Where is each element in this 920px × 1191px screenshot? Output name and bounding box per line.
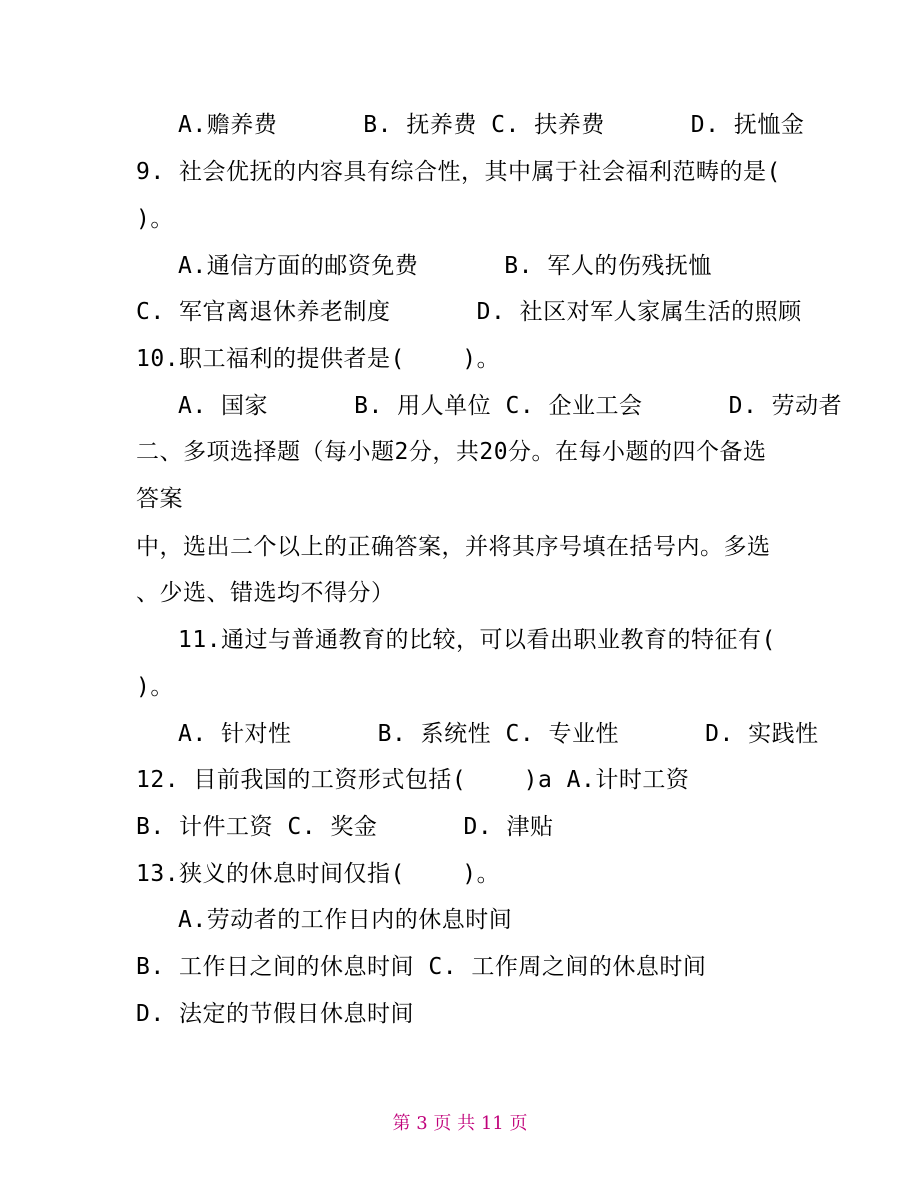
question-9-options-cd: C. 军官离退休养老制度 D. 社区对军人家属生活的照顾: [136, 299, 802, 325]
question-9-stem: 9. 社会优抚的内容具有综合性，其中属于社会福利范畴的是(: [136, 159, 781, 185]
question-11-stem: 11.通过与普通教育的比较，可以看出职业教育的特征有(: [178, 627, 776, 653]
question-11-options: A. 针对性 B. 系统性 C. 专业性 D. 实践性: [178, 721, 819, 747]
question-10-options: A. 国家 B. 用人单位 C. 企业工会 D. 劳动者: [178, 393, 843, 419]
question-9-stem-end: )。: [136, 206, 174, 232]
question-9-options-ab: A.通信方面的邮资免费 B. 军人的伤残抚恤: [178, 253, 712, 279]
question-12-options: B. 计件工资 C. 奖金 D. 津贴: [136, 814, 554, 840]
question-10-stem: 10.职工福利的提供者是( )。: [136, 346, 501, 372]
section-2-instructions: 中，选出二个以上的正确答案，并将其序号填在括号内。多选: [136, 534, 771, 560]
section-2-instructions-end: 、少选、错选均不得分）: [136, 580, 395, 606]
page-number-footer: 第 3 页 共 11 页: [392, 1113, 528, 1134]
question-11-stem-end: )。: [136, 674, 174, 700]
section-2-heading-cont: 答案: [136, 486, 183, 512]
question-13-option-a: A.劳动者的工作日内的休息时间: [178, 907, 513, 933]
question-13-option-d: D. 法定的节假日休息时间: [136, 1001, 415, 1027]
question-13-options-bc: B. 工作日之间的休息时间 C. 工作周之间的休息时间: [136, 954, 707, 980]
question-8-options: A.赡养费 B. 抚养费 C. 扶养费 D. 抚恤金: [178, 112, 805, 138]
section-2-heading: 二、多项选择题（每小题2分，共20分。在每小题的四个备选: [136, 439, 767, 465]
question-13-stem: 13.狭义的休息时间仅指( )。: [136, 861, 501, 887]
question-12-stem: 12. 目前我国的工资形式包括( )a A.计时工资: [136, 767, 690, 793]
